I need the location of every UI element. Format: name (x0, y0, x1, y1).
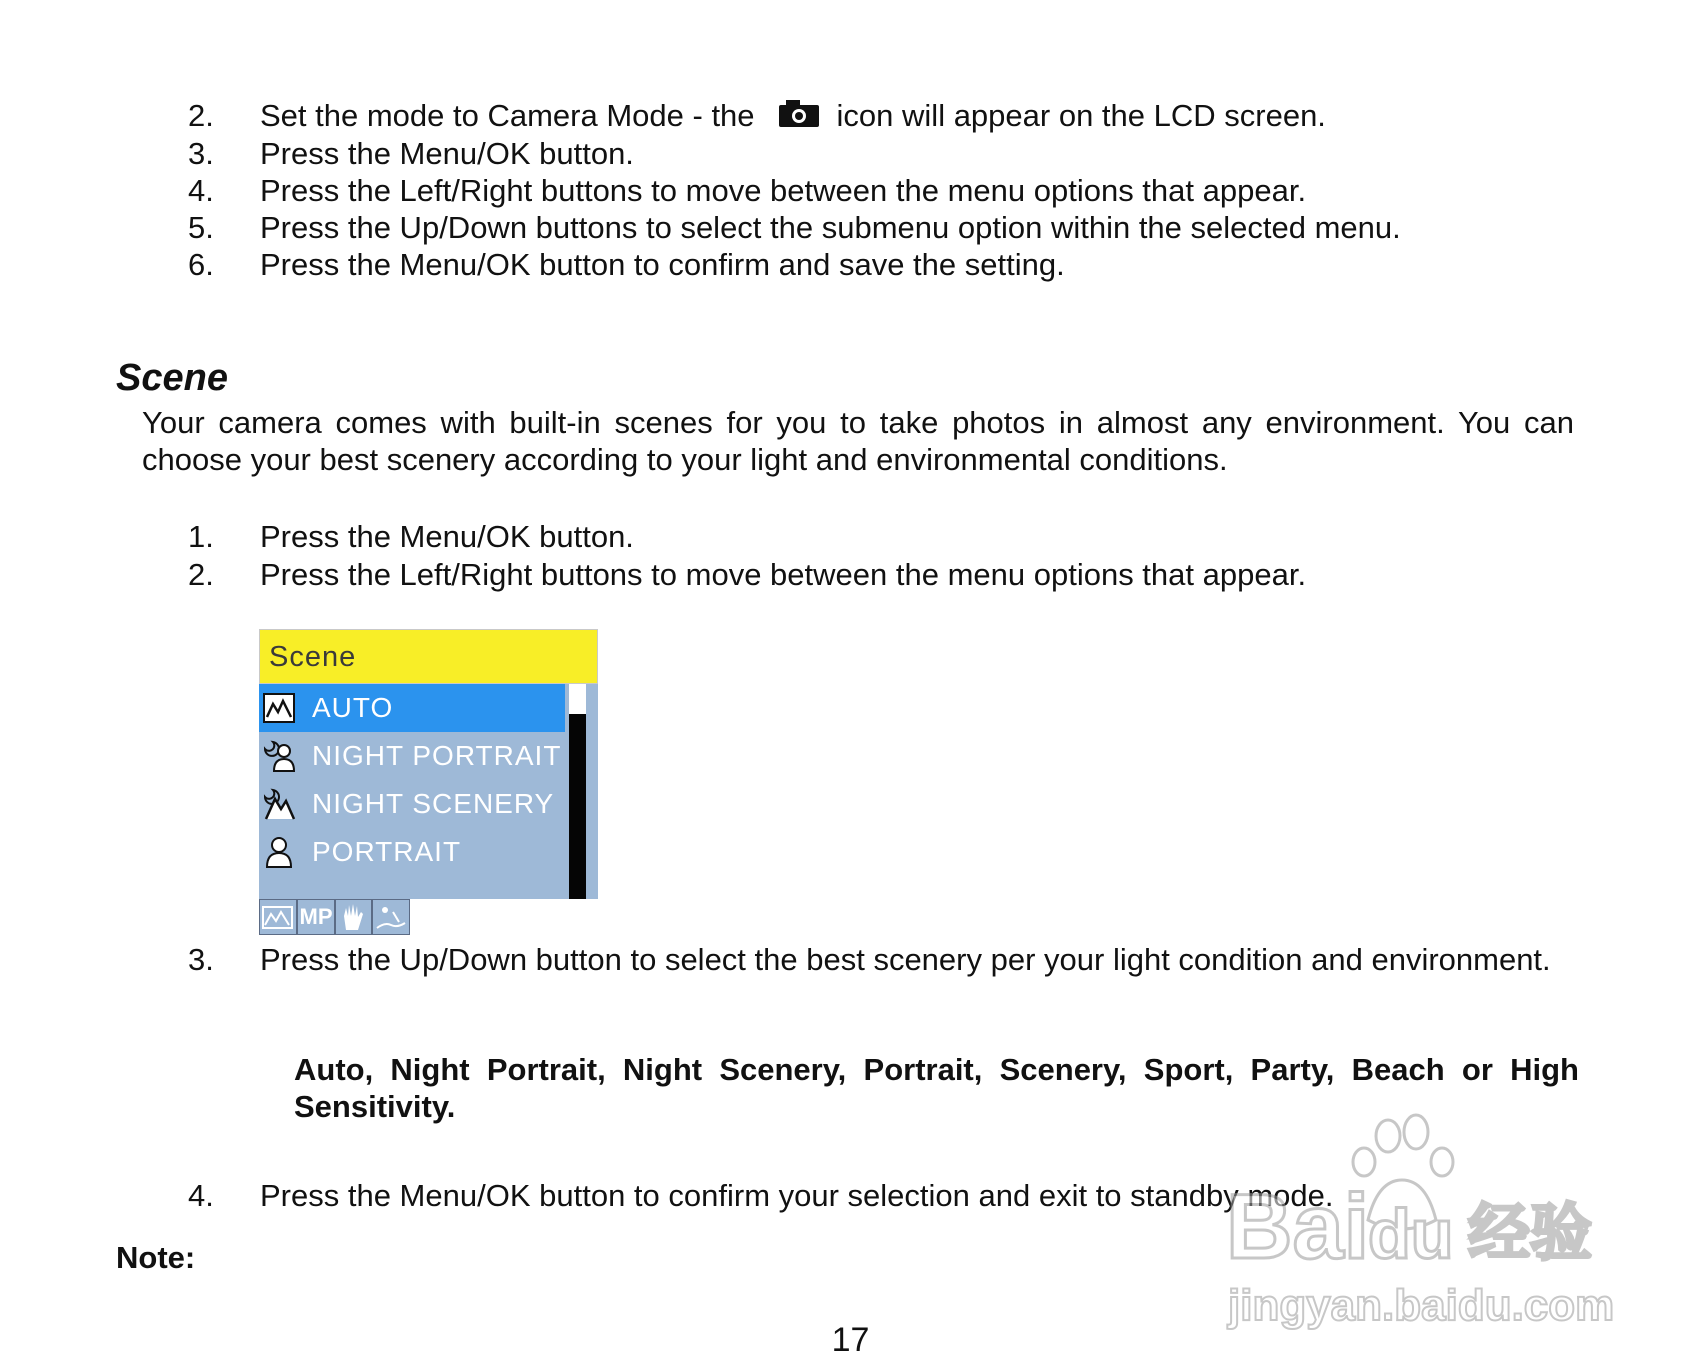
step-number: 4. (188, 1178, 214, 1213)
svg-text:jingyan.baidu.com: jingyan.baidu.com (1228, 1281, 1615, 1330)
auto-scene-icon (262, 691, 296, 725)
hand-icon (336, 900, 371, 934)
menu-item-label: NIGHT PORTRAIT (312, 740, 562, 771)
menu-item-auto (259, 684, 565, 732)
section-intro: Your camera comes with built-in scenes for you to take photos in almost any environment. You can choose your best scenery according to your light and environmental conditions. (142, 405, 1574, 477)
step-text: Press the Left/Right buttons to move between the menu options that appear. (260, 557, 1307, 592)
status-auto-cell (259, 899, 297, 935)
menu-title: Scene (259, 629, 598, 684)
svg-text:经验: 经验 (1468, 1196, 1593, 1269)
note-label: Note: (116, 1240, 196, 1275)
step-number: 1. (188, 519, 214, 554)
night-portrait-icon (262, 739, 296, 773)
menu-item-portrait (259, 828, 565, 876)
step-text: Press the Menu/OK button. (260, 136, 634, 171)
step-number: 4. (188, 173, 214, 208)
step-number: 6. (188, 247, 214, 282)
menu-item-night-portrait (259, 732, 565, 780)
camera-icon (777, 98, 821, 128)
step-text: Press the Menu/OK button. (260, 519, 634, 554)
status-hand-cell (335, 899, 372, 935)
step-number: 5. (188, 210, 214, 245)
menu-item-label: NIGHT SCENERY (312, 788, 555, 819)
portrait-icon (262, 835, 296, 869)
step-number: 3. (188, 136, 214, 171)
svg-text:du: du (1368, 1195, 1454, 1273)
step-number: 2. (188, 557, 214, 592)
menu-item-night-scenery (259, 780, 565, 828)
step-text: Press the Up/Down button to select the best scenery per your light condition and environment. (260, 942, 1551, 977)
beach-icon (373, 900, 409, 934)
svg-text:Bai: Bai (1226, 1176, 1370, 1278)
section-heading: Scene (116, 357, 228, 399)
page-number: 17 (831, 1321, 870, 1359)
auto-scene-icon (260, 900, 296, 934)
menu-body (259, 684, 598, 899)
step-text: Press the Menu/OK button to confirm your selection and exit to standby mode. (260, 1178, 1334, 1213)
menu-item-label: AUTO (312, 692, 394, 723)
step-text: Press the Up/Down buttons to select the submenu option within the selected menu. (260, 210, 1401, 245)
step-text: Press the Menu/OK button to confirm and save the setting. (260, 247, 1065, 282)
baidu-watermark (1216, 1110, 1630, 1334)
step-number: 3. (188, 942, 214, 977)
mp-icon: MP (297, 899, 335, 935)
scene-menu-screenshot (259, 629, 598, 935)
menu-scrollbar-thumb (569, 684, 586, 714)
menu-item-label: PORTRAIT (312, 836, 462, 867)
night-scenery-icon (262, 787, 296, 821)
step-number: 2. (188, 98, 214, 133)
menu-scrollbar (569, 684, 586, 899)
status-beach-cell (372, 899, 410, 935)
step-text: Press the Left/Right buttons to move between the menu options that appear. (260, 173, 1307, 208)
scene-options-list: Auto, Night Portrait, Night Scenery, Portrait, Scenery, Sport, Party, Beach or High Sensitivity. (294, 1052, 1579, 1124)
step-text: Set the mode to Camera Mode - the icon will appear on the LCD screen. (260, 98, 1326, 133)
menu-status-bar (259, 899, 410, 935)
